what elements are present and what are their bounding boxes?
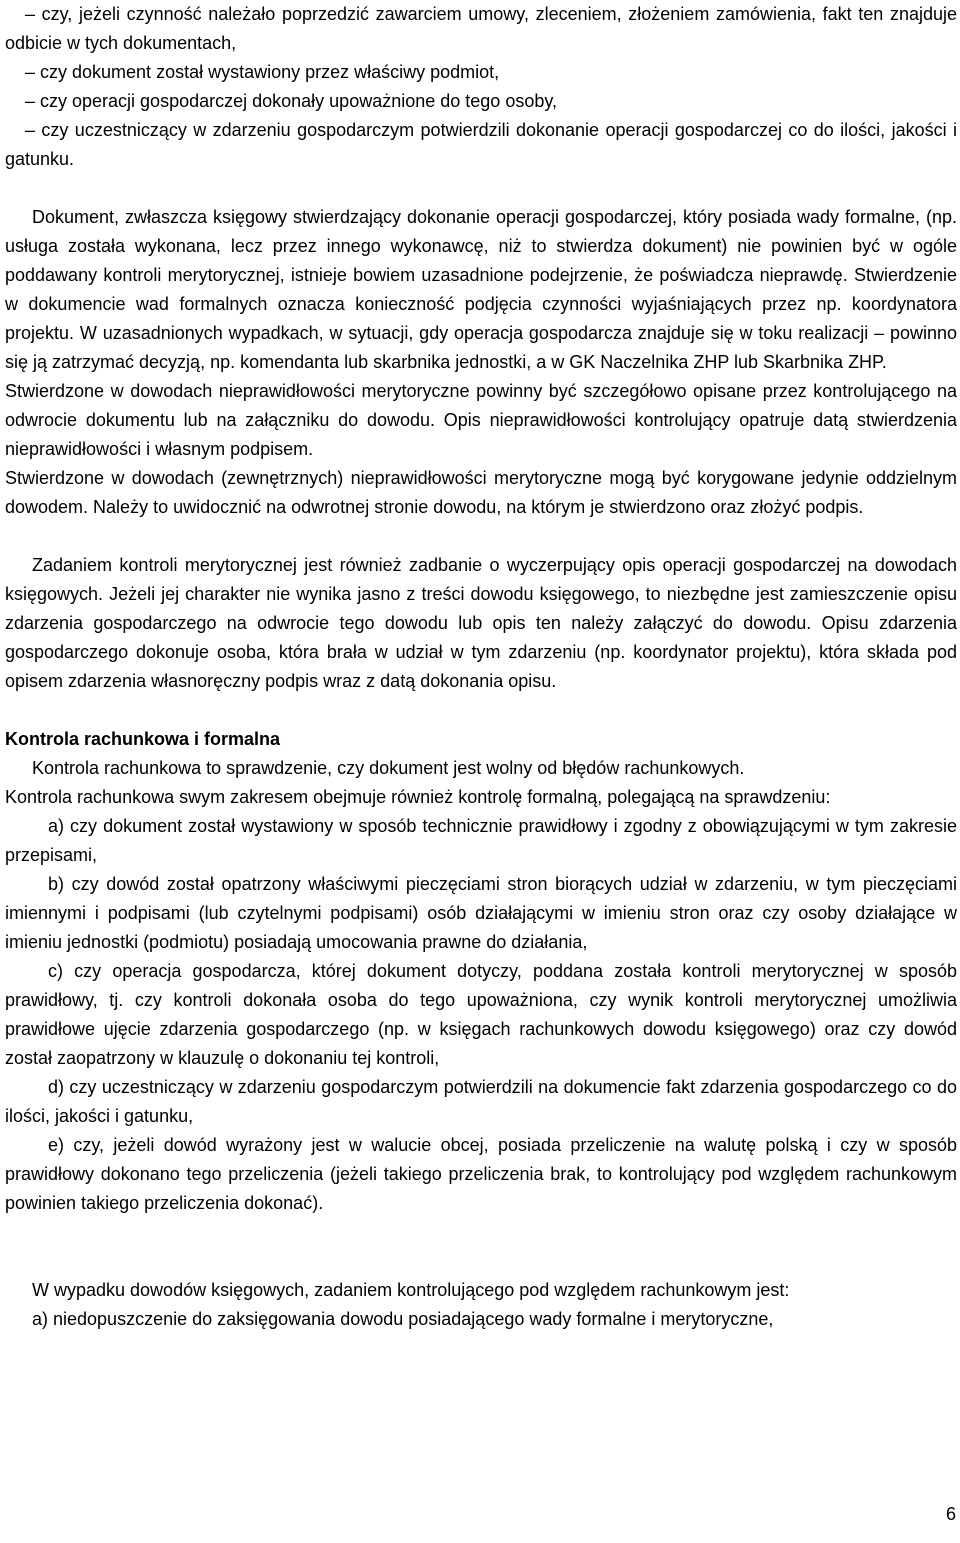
dash-item-4: – czy uczestniczący w zdarzeniu gospodarczym potwierdzili dokonanie operacji gospodarczej co do ilości, jakości i gatunku.: [5, 120, 957, 169]
dash-item-1: – czy, jeżeli czynność należało poprzedzić zawarciem umowy, zleceniem, złożeniem zamówienia, fakt ten znajduje odbicie w tych dokumentach,: [5, 4, 957, 53]
scope-item-c: c) czy operacja gospodarcza, której dokument dotyczy, poddana została kontroli merytorycznej w sposób prawidłowy, tj. czy kontroli dokonała osoba do tego upoważniona, czy wynik kontroli merytorycznej umożliwia prawidłowe ujęcie zdarzenia gospodarczego (np. w księgach rachunkowych dowodu księgowego) oraz czy dowód został zaopatrzony w klauzulę o dokonaniu tej kontroli,: [5, 961, 957, 1068]
dash-item-3: – czy operacji gospodarczej dokonały upoważnione do tego osoby,: [25, 91, 558, 111]
paragraph-merits-task: Zadaniem kontroli merytorycznej jest również zadbanie o wyczerpujący opis operacji gospodarczej na dowodach księgowych. Jeżeli jej charakter nie wynika jasno z treści dowodu księgowego, to niezbędne jest zamieszczenie opisu zdarzenia gospodarczego na odwrocie tego dowodu lub opis ten należy załączyć do dowodu. Opisu zdarzenia gospodarczego dokonuje osoba, która brała w udział w tym zdarzeniu (np. koordynator projektu), która składa pod opisem zdarzenia własnoręczny podpis wraz z datą dokonania opisu.: [5, 555, 957, 691]
paragraph-accounting-task: W wypadku dowodów księgowych, zadaniem kontrolującego pod względem rachunkowym jest:: [32, 1280, 790, 1300]
scope-item-b: b) czy dowód został opatrzony właściwymi pieczęciami stron biorących udział w zdarzeniu, w tym pieczęciami imiennymi i podpisami (lub czytelnymi podpisami) osób działającymi w imieniu stron oraz czy osoby działające w imieniu jednostki (podmiotu) posiadają umocowania prawne do działania,: [5, 874, 957, 952]
task-item-a: a) niedopuszczenie do zaksięgowania dowodu posiadającego wady formalne i merytoryczne,: [32, 1309, 774, 1329]
paragraph-definition: Kontrola rachunkowa to sprawdzenie, czy dokument jest wolny od błędów rachunkowych.: [32, 758, 745, 778]
scope-item-a: a) czy dokument został wystawiony w sposób technicznie prawidłowy i zgodny z obowiązującymi w tym zakresie przepisami,: [5, 816, 957, 865]
paragraph-scope: Kontrola rachunkowa swym zakresem obejmuje również kontrolę formalną, polegającą na sprawdzeniu:: [5, 787, 831, 807]
section-heading: Kontrola rachunkowa i formalna: [5, 729, 281, 749]
dash-item-2: – czy dokument został wystawiony przez właściwy podmiot,: [25, 62, 500, 82]
page-number: 6: [945, 1504, 956, 1524]
document-page: [5, 0, 957, 1334]
scope-item-d: d) czy uczestniczący w zdarzeniu gospodarczym potwierdzili na dokumencie fakt zdarzenia gospodarczego co do ilości, jakości i gatunku,: [5, 1077, 957, 1126]
paragraph-external-documents: Stwierdzone w dowodach (zewnętrznych) nieprawidłowości merytoryczne mogą być korygowane jedynie oddzielnym dowodem. Należy to uwidocznić na odwrotnej stronie dowodu, na którym je stwierdzono oraz złożyć podpis.: [5, 468, 957, 517]
paragraph-formal-defects: Dokument, zwłaszcza księgowy stwierdzający dokonanie operacji gospodarczej, który posiada wady formalne, (np. usługa została wykonana, lecz przez innego wykonawcę, niż to stwierdza dokument) nie powinien być w ogóle poddawany kontroli merytorycznej, istnieje bowiem uzasadnione podejrzenie, że poświadcza nieprawdę. Stwierdzenie w dokumencie wad formalnych oznacza konieczność podjęcia czynności wyjaśniających przez np. koordynatora projektu. W uzasadnionych wypadkach, w sytuacji, gdy operacja gospodarcza znajduje się w toku realizacji – powinno się ją zatrzymać decyzją, np. komendanta lub skarbnika jednostki, a w GK Naczelnika ZHP lub Skarbnika ZHP.: [5, 207, 957, 372]
scope-item-e: e) czy, jeżeli dowód wyrażony jest w walucie obcej, posiada przeliczenie na walutę polską i czy w sposób prawidłowy dokonano tego przeliczenia (jeżeli takiego przeliczenia brak, to kontrolujący pod względem rachunkowym powinien takiego przeliczenia dokonać).: [5, 1135, 957, 1213]
paragraph-irregularities: Stwierdzone w dowodach nieprawidłowości merytoryczne powinny być szczegółowo opisane przez kontrolującego na odwrocie dokumentu lub na załączniku do dowodu. Opis nieprawidłowości kontrolujący opatruje datą stwierdzenia nieprawidłowości i własnym podpisem.: [5, 381, 957, 459]
